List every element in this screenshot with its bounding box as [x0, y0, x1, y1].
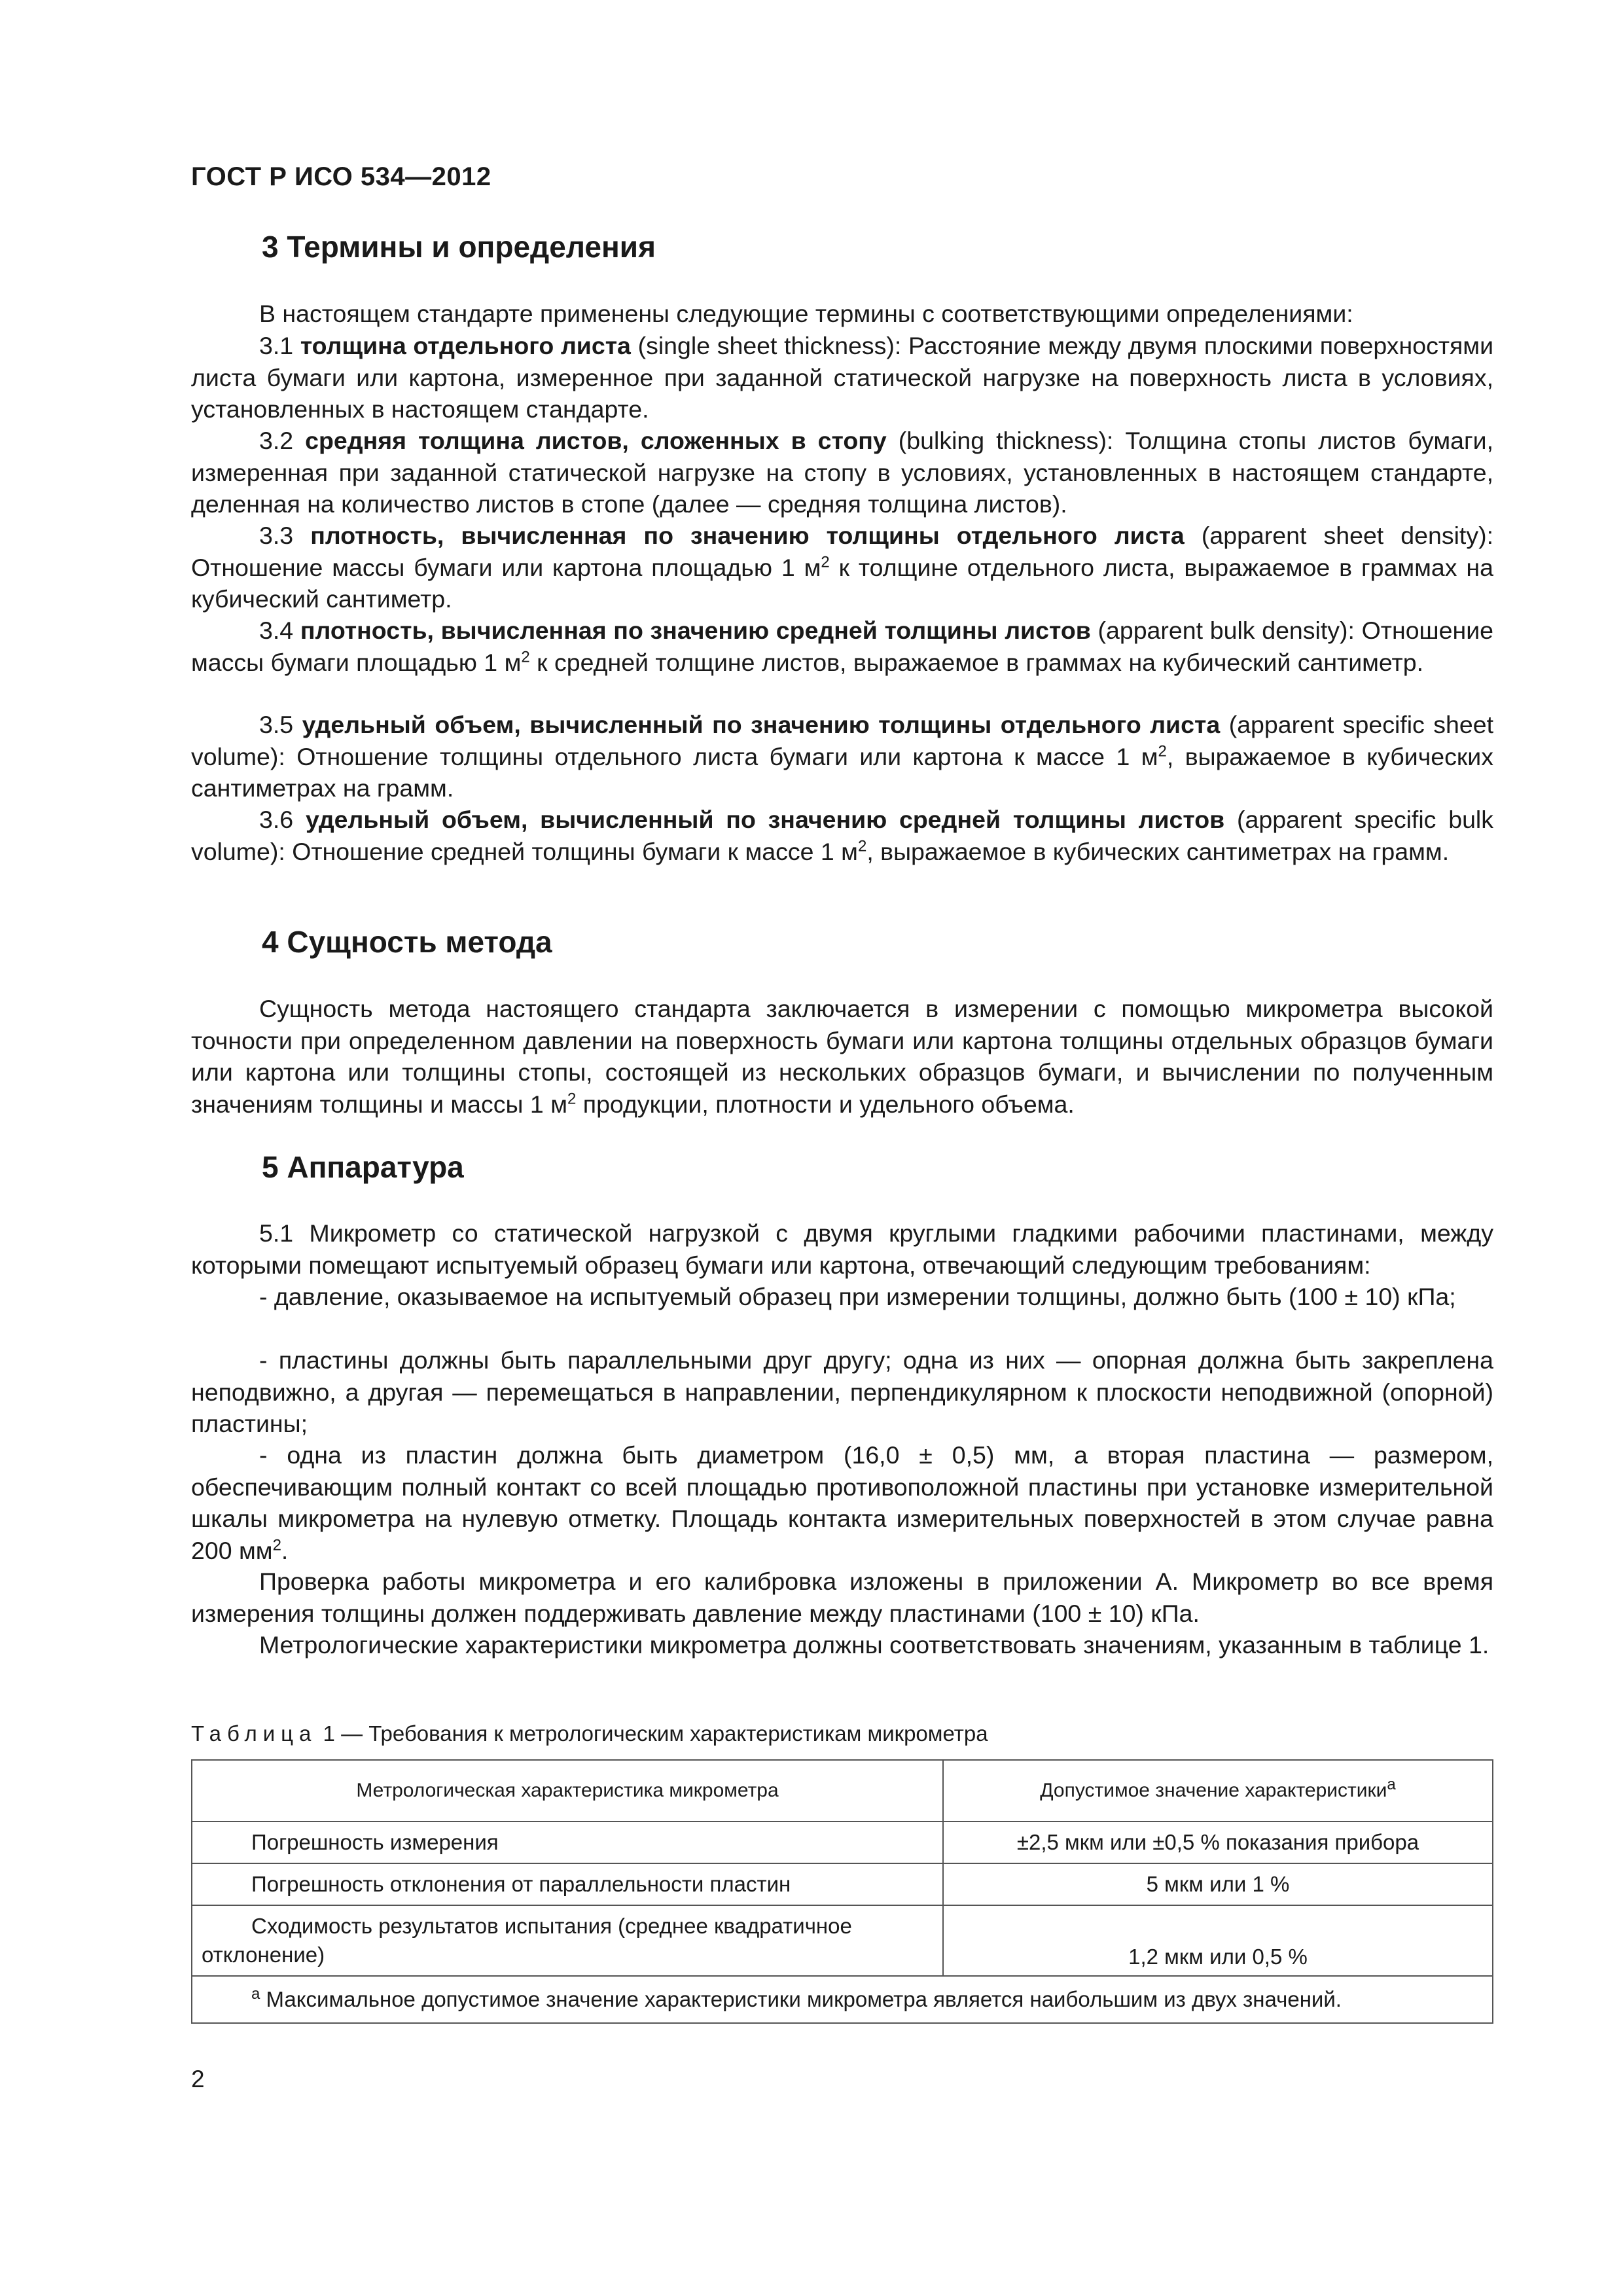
definition-text: (bulking thickness): Толщина стопы листов бумаги, измеренная при заданной статической нагрузке на стопу в условиях, установленных в настоящем стандарте, деленная на количество листов в стопе (далее — средняя толщина листов).: [191, 427, 1494, 518]
definition-text: (apparent sheet density): Отношение массы бумаги или картона площадью 1 м: [191, 522, 1494, 581]
table-footnote: [192, 1976, 1493, 2023]
definition-number: 3.6: [259, 806, 294, 833]
requirement-parallel: - пластины должны быть параллельными друг другу; одна из них — опорная должна быть закреплена неподвижно, а другая — перемещаться в направлении, перпендикулярном к плоскости неподвижной (опорной) пластины;: [191, 1346, 1493, 1437]
definition-text-end: к толщине отдельного листа, выражаемое в граммах на кубический сантиметр.: [191, 553, 1493, 613]
superscript: 2: [821, 553, 830, 571]
document-header: ГОСТ Р ИСО 534—2012: [191, 162, 491, 191]
table-row: [192, 1821, 1493, 1863]
definition-term: толщина отдельного листа: [300, 332, 631, 359]
diameter-text: - одна из пластин должна быть диаметром (16,0 ± 0,5) мм, а вторая пластина — размером, обеспечивающим полный контакт со всей площадью противоположной пластины при установке измерительной шкалы микрометра на нулевую отметку. Площадь контакта измерительных поверхностей в этом случае равна 200 мм: [191, 1441, 1493, 1564]
section-4-heading: 4 Сущность метода: [262, 925, 552, 959]
table-cell-characteristic: Сходимость результатов испытания (среднее квадратичное отклонение): [192, 1905, 943, 1976]
table-caption: [191, 1721, 988, 1746]
section-4-text: [191, 993, 1493, 1120]
definition-3-3: [191, 520, 1493, 615]
definition-term: плотность, вычисленная по значению толщины отдельного листа: [310, 522, 1185, 549]
requirement-diameter: [191, 1439, 1493, 1566]
definition-text-end: к средней толщине листов, выражаемое в граммах на кубический сантиметр.: [529, 648, 1423, 676]
definition-number: 3.1: [259, 332, 294, 359]
section-3-intro: В настоящем стандарте применены следующие термины с соответствующими определениями:: [259, 300, 1353, 327]
definition-text: (apparent bulk density): Отношение массы бумаги площадью 1 м: [191, 617, 1494, 676]
definition-number: 3.5: [259, 711, 294, 738]
definition-term: средняя толщина листов, сложенных в стопу: [305, 427, 887, 454]
definition-3-6: [191, 804, 1493, 867]
page-number: 2: [191, 2066, 205, 2092]
table-header-value: [943, 1760, 1493, 1821]
metrology-paragraph: Метрологические характеристики микрометра должны соответствовать значениям, указанным в таблице 1.: [259, 1631, 1489, 1659]
calibration-paragraph: Проверка работы микрометра и его калибровка изложены в приложении А. Микрометр во все время измерения толщины должен поддерживать давление между пластинами (100 ± 10) кПа.: [191, 1568, 1493, 1627]
definition-number: 3.4: [259, 617, 294, 644]
definition-3-2: [191, 425, 1493, 520]
definition-3-1: [191, 330, 1493, 425]
table-cell-value: ±2,5 мкм или ±0,5 % показания прибора: [943, 1821, 1493, 1863]
definition-text: (apparent specific bulk volume): Отношение средней толщины бумаги к массе 1 м: [191, 806, 1494, 865]
superscript: 2: [272, 1536, 281, 1554]
superscript: 2: [857, 837, 867, 855]
footnote-marker: a: [1387, 1776, 1396, 1793]
definition-term: удельный объем, вычисленный по значению средней толщины листов: [305, 806, 1225, 833]
section-5-heading: 5 Аппаратура: [262, 1150, 464, 1184]
table-cell-value: 1,2 мкм или 0,5 %: [943, 1905, 1493, 1976]
requirements-table: [191, 1759, 1493, 2024]
table-cell-characteristic: Погрешность измерения: [192, 1821, 943, 1863]
definition-number: 3.3: [259, 522, 294, 549]
superscript: 2: [1158, 742, 1167, 760]
table-header-characteristic: Метрологическая характеристика микрометра: [192, 1760, 943, 1821]
table-header-row: [192, 1760, 1493, 1821]
definition-text: (single sheet thickness): Расстояние между двумя плоскими поверхностями листа бумаги или картона, измеренное при заданной статической нагрузке на поверхность листа в условиях, установленных в настоящем стандарте.: [191, 332, 1494, 423]
definition-text-end: , выражаемое в кубических сантиметрах на грамм.: [866, 837, 1450, 865]
table-caption-label: Таблица: [191, 1721, 317, 1746]
definition-3-4: [191, 615, 1493, 678]
method-text: Сущность метода настоящего стандарта заключается в измерении с помощью микрометра высокой точности при определенном давлении на поверхность бумаги или картона толщины отдельных образцов бумаги или картона или толщины стопы, состоящей из нескольких образцов бумаги, и вычислении по полученным значениям толщины и массы 1 м: [191, 995, 1493, 1118]
definition-text: (apparent specific sheet volume): Отношение толщины отдельного листа бумаги или картона к массе 1 м: [191, 711, 1494, 770]
definition-term: удельный объем, вычисленный по значению толщины отдельного листа: [302, 711, 1221, 738]
method-text-end: продукции, плотности и удельного объема.: [576, 1090, 1075, 1118]
footnote-marker: a: [251, 1985, 260, 2003]
diameter-text-end: .: [281, 1536, 289, 1564]
definition-term: плотность, вычисленная по значению средней толщины листов: [300, 617, 1091, 644]
table-row: [192, 1905, 1493, 1976]
superscript: 2: [521, 648, 530, 666]
footnote-text: Максимальное допустимое значение характеристики микрометра является наибольшим из двух значений.: [260, 1987, 1342, 2011]
definition-3-5: [191, 709, 1493, 804]
table-cell-characteristic: Погрешность отклонения от параллельности пластин: [192, 1863, 943, 1905]
definition-number: 3.2: [259, 427, 294, 454]
table-row: [192, 1863, 1493, 1905]
superscript: 2: [567, 1090, 577, 1107]
table-cell-value: 5 мкм или 1 %: [943, 1863, 1493, 1905]
clause-5-1: 5.1 Микрометр со статической нагрузкой с двумя круглыми гладкими рабочими пластинами, между которыми помещают испытуемый образец бумаги или картона, отвечающий следующим требованиям:: [191, 1219, 1493, 1279]
definition-text-end: , выражаемое в кубических сантиметрах на грамм.: [191, 742, 1493, 802]
requirement-pressure: - давление, оказываемое на испытуемый образец при измерении толщины, должно быть (100 ± 10) кПа;: [259, 1283, 1456, 1310]
table-footnote-row: [192, 1976, 1493, 2023]
table-caption-text: 1 — Требования к метрологическим характеристикам микрометра: [317, 1721, 988, 1746]
section-3-heading: 3 Термины и определения: [262, 230, 656, 264]
header-value-text: Допустимое значение характеристики: [1040, 1780, 1387, 1801]
